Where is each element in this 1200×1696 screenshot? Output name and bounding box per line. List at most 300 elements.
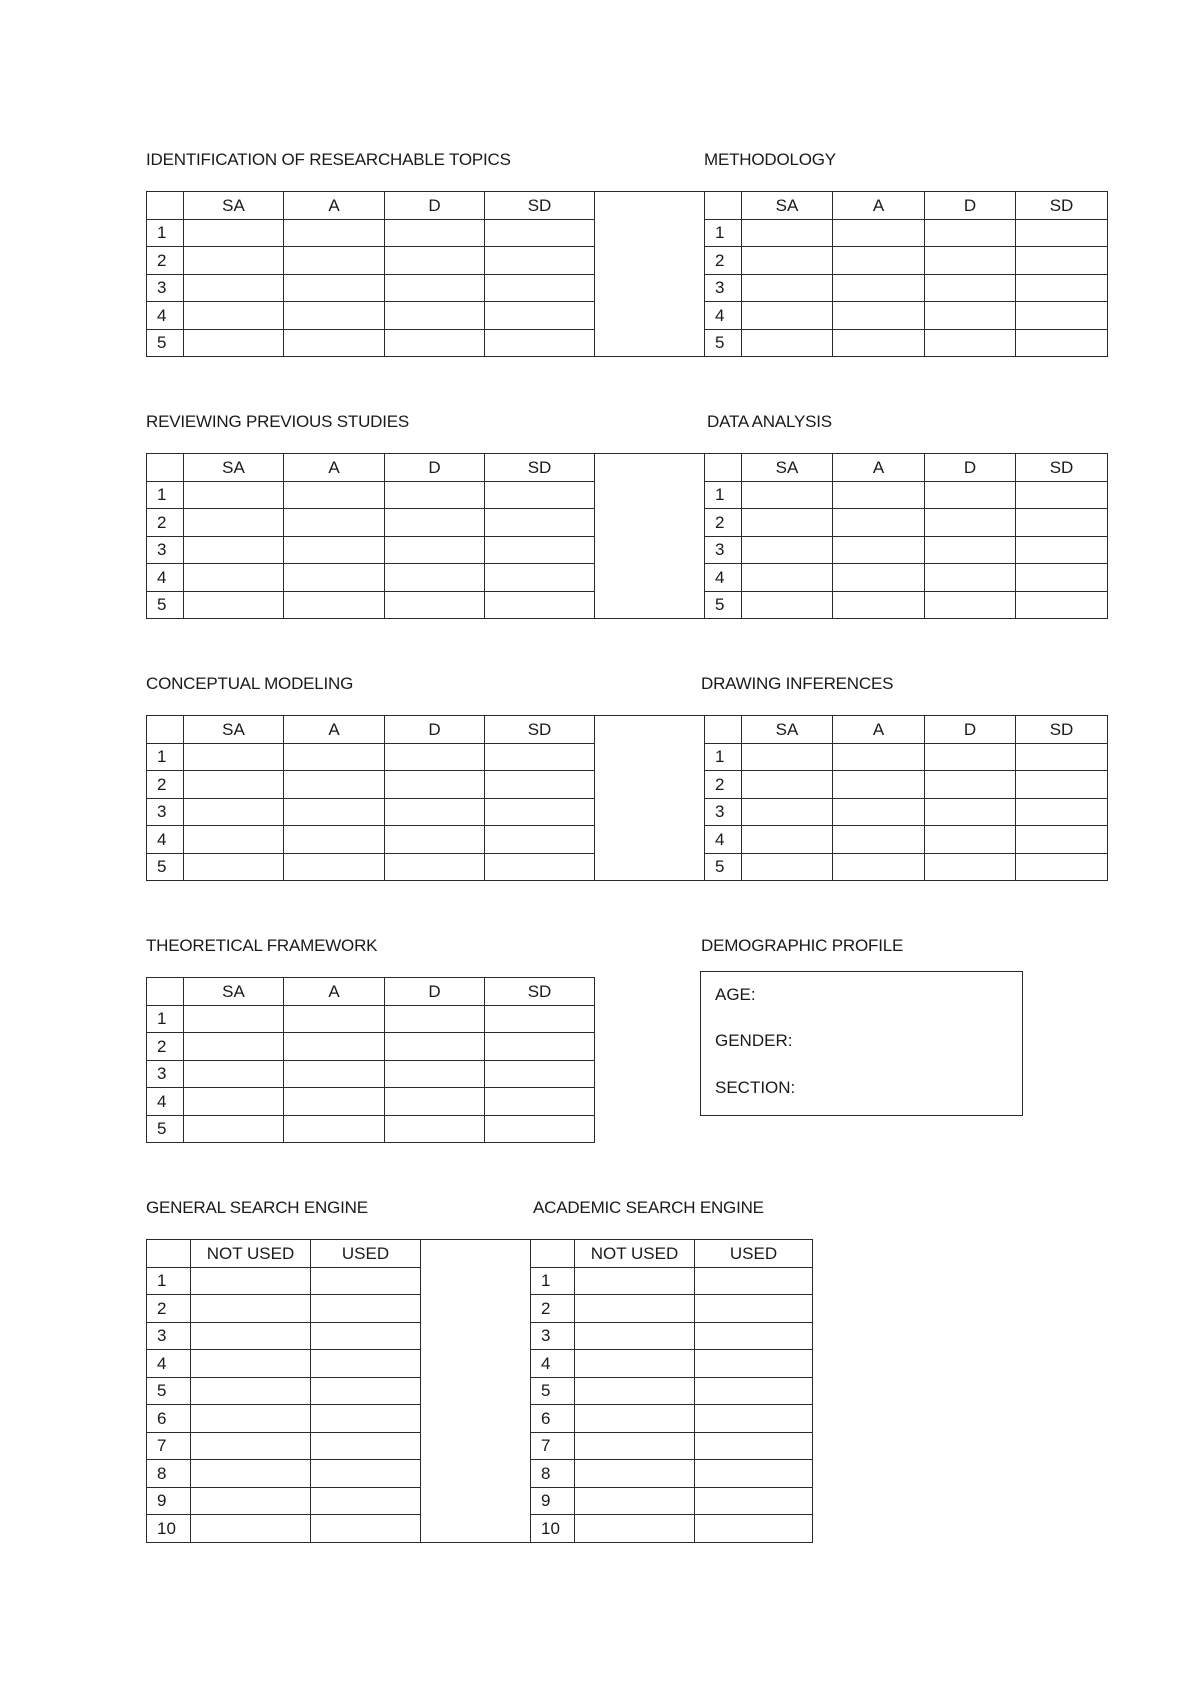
response-cell[interactable] — [385, 564, 485, 592]
response-cell[interactable] — [284, 509, 385, 537]
response-cell[interactable] — [742, 247, 833, 275]
spacer-cell — [595, 716, 705, 744]
response-cell[interactable] — [833, 329, 925, 357]
response-cell[interactable] — [184, 481, 284, 509]
response-cell[interactable] — [191, 1405, 311, 1433]
response-cell[interactable] — [191, 1322, 311, 1350]
response-cell[interactable] — [284, 302, 385, 330]
response-cell[interactable] — [184, 329, 284, 357]
response-cell[interactable] — [311, 1322, 421, 1350]
response-cell[interactable] — [925, 329, 1016, 357]
table-row — [531, 1515, 813, 1543]
column-header: SA — [184, 716, 284, 744]
response-cell[interactable] — [385, 302, 485, 330]
column-header: A — [284, 454, 385, 482]
response-cell[interactable] — [925, 853, 1016, 881]
header-row — [147, 716, 705, 744]
response-cell[interactable] — [385, 1088, 485, 1116]
response-cell[interactable] — [284, 1033, 385, 1061]
response-cell[interactable] — [284, 853, 385, 881]
response-cell[interactable] — [742, 564, 833, 592]
table-row — [705, 771, 1108, 799]
response-cell[interactable] — [485, 219, 595, 247]
table-row — [147, 1267, 531, 1295]
spacer-cell — [595, 771, 705, 799]
response-cell[interactable] — [695, 1432, 813, 1460]
table-row — [705, 798, 1108, 826]
response-cell[interactable] — [742, 481, 833, 509]
response-cell[interactable] — [833, 771, 925, 799]
response-cell[interactable] — [575, 1432, 695, 1460]
response-cell[interactable] — [485, 1033, 595, 1061]
response-cell[interactable] — [575, 1350, 695, 1378]
response-cell[interactable] — [385, 536, 485, 564]
response-cell[interactable] — [385, 509, 485, 537]
response-cell[interactable] — [575, 1377, 695, 1405]
response-cell[interactable] — [695, 1515, 813, 1543]
response-cell[interactable] — [925, 247, 1016, 275]
table-row — [147, 247, 705, 275]
response-cell[interactable] — [1016, 798, 1108, 826]
response-cell[interactable] — [925, 743, 1016, 771]
response-cell[interactable] — [284, 826, 385, 854]
response-cell[interactable] — [1016, 564, 1108, 592]
table-row — [705, 743, 1108, 771]
academic-search-table — [530, 1239, 813, 1543]
response-cell[interactable] — [385, 771, 485, 799]
response-cell[interactable] — [485, 481, 595, 509]
response-cell[interactable] — [833, 274, 925, 302]
row-number: 3 — [147, 274, 184, 302]
response-cell[interactable] — [742, 302, 833, 330]
response-cell[interactable] — [833, 536, 925, 564]
response-cell[interactable] — [191, 1350, 311, 1378]
table-row — [147, 1515, 531, 1543]
response-cell[interactable] — [191, 1267, 311, 1295]
response-cell[interactable] — [385, 1033, 485, 1061]
column-header: USED — [695, 1240, 813, 1268]
response-cell[interactable] — [184, 826, 284, 854]
row-number: 6 — [531, 1405, 575, 1433]
response-cell[interactable] — [284, 329, 385, 357]
row-number: 2 — [147, 771, 184, 799]
row-number: 1 — [705, 481, 742, 509]
response-cell[interactable] — [311, 1377, 421, 1405]
table-row — [147, 481, 705, 509]
row-number: 5 — [705, 591, 742, 619]
response-cell[interactable] — [742, 219, 833, 247]
response-cell[interactable] — [575, 1487, 695, 1515]
response-cell[interactable] — [385, 591, 485, 619]
header-row — [705, 192, 1108, 220]
row-number: 4 — [705, 302, 742, 330]
table-row — [147, 1377, 531, 1405]
response-cell[interactable] — [485, 509, 595, 537]
response-cell[interactable] — [695, 1295, 813, 1323]
identification-table — [146, 191, 705, 357]
table-row — [531, 1432, 813, 1460]
response-cell[interactable] — [184, 798, 284, 826]
table-row — [705, 591, 1108, 619]
response-cell[interactable] — [184, 274, 284, 302]
response-cell[interactable] — [191, 1432, 311, 1460]
response-cell[interactable] — [695, 1460, 813, 1488]
table-row — [147, 274, 705, 302]
response-cell[interactable] — [833, 509, 925, 537]
response-cell[interactable] — [311, 1267, 421, 1295]
response-cell[interactable] — [385, 247, 485, 275]
response-cell[interactable] — [284, 536, 385, 564]
response-cell[interactable] — [284, 247, 385, 275]
theoretical-title: THEORETICAL FRAMEWORK — [146, 936, 378, 955]
response-cell[interactable] — [485, 536, 595, 564]
table-row — [705, 302, 1108, 330]
response-cell[interactable] — [925, 302, 1016, 330]
response-cell[interactable] — [284, 481, 385, 509]
table-row — [147, 509, 705, 537]
spacer-cell — [595, 798, 705, 826]
response-cell[interactable] — [925, 219, 1016, 247]
response-cell[interactable] — [385, 329, 485, 357]
table-row — [147, 1432, 531, 1460]
column-header: NOT USED — [575, 1240, 695, 1268]
response-cell[interactable] — [742, 743, 833, 771]
table-row — [147, 1295, 531, 1323]
response-cell[interactable] — [184, 1033, 284, 1061]
response-cell[interactable] — [833, 302, 925, 330]
response-cell[interactable] — [485, 743, 595, 771]
response-cell[interactable] — [184, 247, 284, 275]
conceptual-title: CONCEPTUAL MODELING — [146, 674, 354, 693]
table-row — [147, 826, 705, 854]
response-cell[interactable] — [385, 853, 485, 881]
gender-label: GENDER: — [715, 1031, 793, 1050]
reviewing-table — [146, 453, 705, 619]
data-analysis-table — [704, 453, 1108, 619]
response-cell[interactable] — [385, 798, 485, 826]
response-cell[interactable] — [695, 1487, 813, 1515]
row-number: 10 — [147, 1515, 191, 1543]
response-cell[interactable] — [311, 1432, 421, 1460]
response-cell[interactable] — [191, 1515, 311, 1543]
response-cell[interactable] — [1016, 826, 1108, 854]
response-cell[interactable] — [1016, 509, 1108, 537]
response-cell[interactable] — [485, 274, 595, 302]
row-number: 5 — [705, 329, 742, 357]
column-header: USED — [311, 1240, 421, 1268]
spacer-cell — [421, 1515, 531, 1543]
drawing-table — [704, 715, 1108, 881]
table-row — [147, 1405, 531, 1433]
methodology-title: METHODOLOGY — [704, 150, 836, 169]
age-label: AGE: — [715, 985, 756, 1004]
response-cell[interactable] — [1016, 536, 1108, 564]
response-cell[interactable] — [833, 743, 925, 771]
row-number: 1 — [147, 481, 184, 509]
column-header: SA — [184, 192, 284, 220]
response-cell[interactable] — [385, 1005, 485, 1033]
response-cell[interactable] — [311, 1295, 421, 1323]
response-cell[interactable] — [184, 219, 284, 247]
table-row — [147, 1350, 531, 1378]
response-cell[interactable] — [925, 509, 1016, 537]
table-row — [147, 1033, 595, 1061]
row-number: 8 — [147, 1460, 191, 1488]
column-header: SD — [1016, 454, 1108, 482]
response-cell[interactable] — [385, 481, 485, 509]
response-cell[interactable] — [575, 1405, 695, 1433]
response-cell[interactable] — [191, 1460, 311, 1488]
row-number: 5 — [705, 853, 742, 881]
response-cell[interactable] — [284, 564, 385, 592]
response-cell[interactable] — [284, 1005, 385, 1033]
row-number: 9 — [147, 1487, 191, 1515]
response-cell[interactable] — [184, 564, 284, 592]
table-row — [147, 1115, 595, 1143]
response-cell[interactable] — [742, 771, 833, 799]
response-cell[interactable] — [742, 853, 833, 881]
header-row — [147, 1240, 531, 1268]
table-row — [147, 219, 705, 247]
response-cell[interactable] — [485, 798, 595, 826]
demographic-box — [700, 971, 1023, 1116]
response-cell[interactable] — [695, 1267, 813, 1295]
response-cell[interactable] — [742, 274, 833, 302]
table-row — [705, 247, 1108, 275]
response-cell[interactable] — [385, 1115, 485, 1143]
response-cell[interactable] — [184, 302, 284, 330]
response-cell[interactable] — [1016, 329, 1108, 357]
table-row — [147, 853, 705, 881]
response-cell[interactable] — [1016, 274, 1108, 302]
response-cell[interactable] — [385, 743, 485, 771]
response-cell[interactable] — [485, 1088, 595, 1116]
response-cell[interactable] — [311, 1460, 421, 1488]
column-header: NOT USED — [191, 1240, 311, 1268]
response-cell[interactable] — [695, 1405, 813, 1433]
response-cell[interactable] — [925, 536, 1016, 564]
table-row — [705, 853, 1108, 881]
response-cell[interactable] — [485, 826, 595, 854]
response-cell[interactable] — [742, 826, 833, 854]
table-row — [705, 219, 1108, 247]
response-cell[interactable] — [184, 536, 284, 564]
table-row — [531, 1460, 813, 1488]
response-cell[interactable] — [833, 826, 925, 854]
row-number: 4 — [147, 1088, 184, 1116]
response-cell[interactable] — [485, 1060, 595, 1088]
row-number: 3 — [147, 536, 184, 564]
header-row — [705, 716, 1108, 744]
row-number: 8 — [531, 1460, 575, 1488]
response-cell[interactable] — [385, 1060, 485, 1088]
response-cell[interactable] — [1016, 771, 1108, 799]
response-cell[interactable] — [485, 591, 595, 619]
response-cell[interactable] — [742, 798, 833, 826]
row-number: 4 — [147, 564, 184, 592]
response-cell[interactable] — [575, 1460, 695, 1488]
row-number: 3 — [705, 536, 742, 564]
spacer-cell — [595, 302, 705, 330]
response-cell[interactable] — [191, 1377, 311, 1405]
response-cell[interactable] — [284, 274, 385, 302]
response-cell[interactable] — [1016, 247, 1108, 275]
row-number: 10 — [531, 1515, 575, 1543]
response-cell[interactable] — [311, 1405, 421, 1433]
spacer-cell — [595, 509, 705, 537]
response-cell[interactable] — [833, 564, 925, 592]
spacer-cell — [595, 826, 705, 854]
response-cell[interactable] — [925, 826, 1016, 854]
response-cell[interactable] — [284, 1060, 385, 1088]
response-cell[interactable] — [925, 798, 1016, 826]
response-cell[interactable] — [485, 302, 595, 330]
response-cell[interactable] — [184, 1088, 284, 1116]
row-number: 3 — [147, 798, 184, 826]
response-cell[interactable] — [284, 798, 385, 826]
row-number: 4 — [705, 826, 742, 854]
table-row — [147, 1088, 595, 1116]
spacer-cell — [595, 247, 705, 275]
row-number: 7 — [147, 1432, 191, 1460]
corner-cell — [705, 192, 742, 220]
response-cell[interactable] — [385, 274, 485, 302]
response-cell[interactable] — [833, 219, 925, 247]
response-cell[interactable] — [742, 329, 833, 357]
response-cell[interactable] — [311, 1350, 421, 1378]
table-row — [147, 1487, 531, 1515]
response-cell[interactable] — [311, 1487, 421, 1515]
table-row — [147, 1322, 531, 1350]
response-cell[interactable] — [925, 771, 1016, 799]
row-number: 1 — [147, 219, 184, 247]
row-number: 2 — [705, 247, 742, 275]
response-cell[interactable] — [1016, 743, 1108, 771]
response-cell[interactable] — [184, 853, 284, 881]
response-cell[interactable] — [575, 1295, 695, 1323]
response-cell[interactable] — [311, 1515, 421, 1543]
corner-cell — [147, 192, 184, 220]
row-number: 1 — [531, 1267, 575, 1295]
response-cell[interactable] — [485, 247, 595, 275]
response-cell[interactable] — [833, 481, 925, 509]
response-cell[interactable] — [485, 771, 595, 799]
spacer-cell — [595, 219, 705, 247]
row-number: 2 — [147, 1033, 184, 1061]
response-cell[interactable] — [833, 247, 925, 275]
spacer-cell — [421, 1267, 531, 1295]
response-cell[interactable] — [385, 219, 485, 247]
row-number: 7 — [531, 1432, 575, 1460]
spacer-cell — [595, 454, 705, 482]
demographic-title: DEMOGRAPHIC PROFILE — [701, 936, 904, 955]
table-row — [147, 1060, 595, 1088]
response-cell[interactable] — [284, 771, 385, 799]
response-cell[interactable] — [184, 1060, 284, 1088]
response-cell[interactable] — [284, 591, 385, 619]
table-row — [147, 536, 705, 564]
column-header: SA — [184, 978, 284, 1006]
response-cell[interactable] — [191, 1295, 311, 1323]
column-header: D — [385, 192, 485, 220]
spacer-cell — [421, 1350, 531, 1378]
response-cell[interactable] — [742, 536, 833, 564]
response-cell[interactable] — [485, 853, 595, 881]
response-cell[interactable] — [284, 1115, 385, 1143]
column-header: D — [925, 192, 1016, 220]
response-cell[interactable] — [695, 1322, 813, 1350]
response-cell[interactable] — [742, 509, 833, 537]
row-number: 5 — [147, 1115, 184, 1143]
row-number: 3 — [147, 1060, 184, 1088]
row-number: 4 — [531, 1350, 575, 1378]
response-cell[interactable] — [695, 1350, 813, 1378]
response-cell[interactable] — [184, 1005, 284, 1033]
general-search-title: GENERAL SEARCH ENGINE — [146, 1198, 368, 1217]
spacer-cell — [421, 1487, 531, 1515]
table-row — [147, 1005, 595, 1033]
row-number: 2 — [147, 247, 184, 275]
response-cell[interactable] — [284, 743, 385, 771]
response-cell[interactable] — [184, 591, 284, 619]
column-header: A — [284, 716, 385, 744]
response-cell[interactable] — [925, 564, 1016, 592]
table-row — [147, 329, 705, 357]
response-cell[interactable] — [485, 1115, 595, 1143]
response-cell[interactable] — [184, 743, 284, 771]
table-row — [705, 509, 1108, 537]
response-cell[interactable] — [284, 1088, 385, 1116]
response-cell[interactable] — [284, 219, 385, 247]
response-cell[interactable] — [1016, 591, 1108, 619]
response-cell[interactable] — [575, 1267, 695, 1295]
response-cell[interactable] — [742, 591, 833, 619]
response-cell[interactable] — [191, 1487, 311, 1515]
response-cell[interactable] — [925, 274, 1016, 302]
column-header: SA — [742, 454, 833, 482]
header-row — [147, 192, 705, 220]
column-header: A — [833, 192, 925, 220]
conceptual-table — [146, 715, 705, 881]
corner-cell — [147, 978, 184, 1006]
response-cell[interactable] — [925, 591, 1016, 619]
response-cell[interactable] — [833, 798, 925, 826]
response-cell[interactable] — [184, 771, 284, 799]
reviewing-title: REVIEWING PREVIOUS STUDIES — [146, 412, 410, 431]
table-row — [531, 1295, 813, 1323]
response-cell[interactable] — [1016, 219, 1108, 247]
table-row — [531, 1405, 813, 1433]
response-cell[interactable] — [485, 1005, 595, 1033]
response-cell[interactable] — [1016, 302, 1108, 330]
response-cell[interactable] — [925, 481, 1016, 509]
response-cell[interactable] — [1016, 481, 1108, 509]
header-row — [531, 1240, 813, 1268]
response-cell[interactable] — [485, 329, 595, 357]
response-cell[interactable] — [485, 564, 595, 592]
response-cell[interactable] — [575, 1322, 695, 1350]
response-cell[interactable] — [833, 853, 925, 881]
table-row — [531, 1322, 813, 1350]
response-cell[interactable] — [695, 1377, 813, 1405]
response-cell[interactable] — [184, 509, 284, 537]
column-header: A — [833, 454, 925, 482]
response-cell[interactable] — [1016, 853, 1108, 881]
response-cell[interactable] — [833, 591, 925, 619]
response-cell[interactable] — [385, 826, 485, 854]
response-cell[interactable] — [575, 1515, 695, 1543]
response-cell[interactable] — [184, 1115, 284, 1143]
